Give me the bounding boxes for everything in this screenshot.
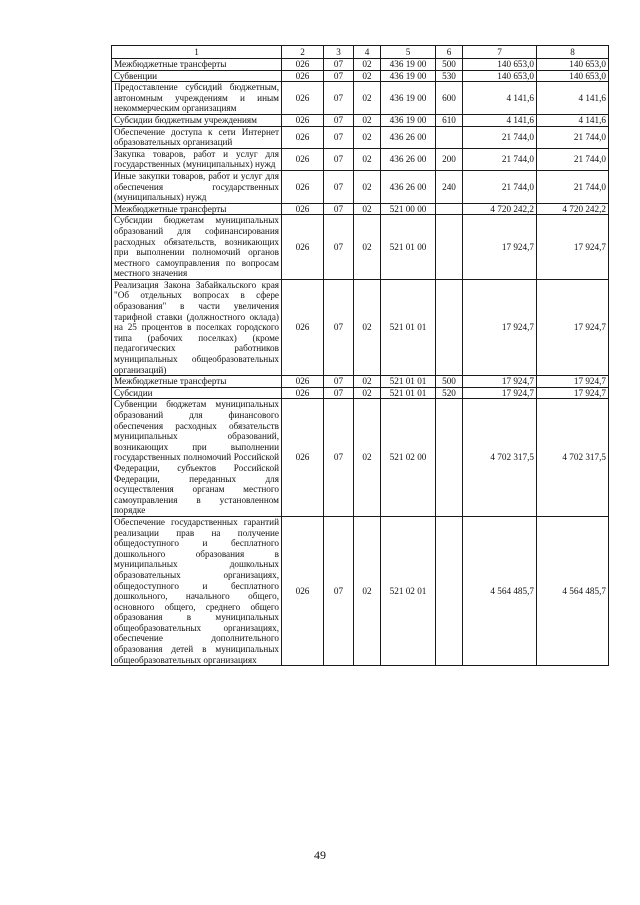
target-article-cell: 521 01 01 (381, 279, 436, 375)
section-code-cell: 07 (324, 126, 354, 148)
expense-name-cell: Межбюджетные трансферты (112, 59, 282, 71)
expense-name-cell: Закупка товаров, работ и услуг для государственных (муниципальных) нужд (112, 148, 282, 170)
amount-cell-8: 21 744,0 (537, 126, 609, 148)
subsection-code-cell: 02 (354, 126, 381, 148)
section-code-cell: 07 (324, 70, 354, 82)
column-header: 4 (354, 46, 381, 59)
target-article-cell: 521 01 01 (381, 387, 436, 399)
column-header: 8 (537, 46, 609, 59)
subsection-code-cell: 02 (354, 376, 381, 388)
subsection-code-cell: 02 (354, 203, 381, 215)
amount-cell-8: 4 564 485,7 (537, 516, 609, 665)
amount-cell-7: 17 924,7 (463, 376, 537, 388)
target-article-cell: 521 01 00 (381, 215, 436, 280)
subsection-code-cell: 02 (354, 387, 381, 399)
amount-cell-7: 4 720 242,2 (463, 203, 537, 215)
ministry-code-cell: 026 (282, 376, 324, 388)
ministry-code-cell: 026 (282, 59, 324, 71)
target-article-cell: 436 19 00 (381, 82, 436, 115)
expense-name-cell: Реализация Закона Забайкальского края "Об отдельных вопросах в сфере образования" в части увеличения тарифной ставки (должностного оклада) на 25 процентов в поселках городского типа (рабочих поселках) (кроме педагогических работников муниципальных общеобразовательных организаций) (112, 279, 282, 375)
amount-cell-8: 17 924,7 (537, 215, 609, 280)
expense-type-cell: 240 (436, 170, 463, 203)
ministry-code-cell: 026 (282, 516, 324, 665)
amount-cell-7: 4 141,6 (463, 82, 537, 115)
table-body (112, 59, 609, 666)
amount-cell-7: 140 653,0 (463, 59, 537, 71)
table-row (112, 82, 609, 115)
amount-cell-8: 17 924,7 (537, 279, 609, 375)
expense-name-cell: Обеспечение государственных гарантий реализации прав на получение общедоступного и бесплатного дошкольного образования в муниципальных дошкольных образовательных организациях, общедоступного и бесплатного дошкольного, начального общего, основного общего, среднего общего образования в муниципальных общеобразовательных организациях, обеспечение дополнительного образования детей в муниципальных общеобразовательных организациях (112, 516, 282, 665)
expense-type-cell (436, 126, 463, 148)
section-code-cell: 07 (324, 516, 354, 665)
table-row (112, 387, 609, 399)
ministry-code-cell: 026 (282, 387, 324, 399)
subsection-code-cell: 02 (354, 215, 381, 280)
table-row (112, 70, 609, 82)
subsection-code-cell: 02 (354, 70, 381, 82)
target-article-cell: 521 00 00 (381, 203, 436, 215)
amount-cell-8: 17 924,7 (537, 387, 609, 399)
ministry-code-cell: 026 (282, 203, 324, 215)
expense-name-cell: Субсидии (112, 387, 282, 399)
target-article-cell: 436 19 00 (381, 114, 436, 126)
ministry-code-cell: 026 (282, 70, 324, 82)
section-code-cell: 07 (324, 387, 354, 399)
expense-type-cell: 600 (436, 82, 463, 115)
expense-type-cell: 500 (436, 59, 463, 71)
ministry-code-cell: 026 (282, 279, 324, 375)
column-header: 1 (112, 46, 282, 59)
expense-type-cell: 500 (436, 376, 463, 388)
expense-type-cell: 200 (436, 148, 463, 170)
ministry-code-cell: 026 (282, 114, 324, 126)
amount-cell-8: 17 924,7 (537, 376, 609, 388)
target-article-cell: 521 01 01 (381, 376, 436, 388)
section-code-cell: 07 (324, 203, 354, 215)
section-code-cell: 07 (324, 399, 354, 517)
expense-name-cell: Обеспечение доступа к сети Интернет образовательных организаций (112, 126, 282, 148)
table-row (112, 399, 609, 517)
table-row (112, 126, 609, 148)
expense-type-cell (436, 203, 463, 215)
amount-cell-7: 4 141,6 (463, 114, 537, 126)
target-article-cell: 436 19 00 (381, 70, 436, 82)
header-row (112, 46, 609, 59)
section-code-cell: 07 (324, 215, 354, 280)
expense-type-cell (436, 279, 463, 375)
table-row (112, 279, 609, 375)
amount-cell-8: 4 141,6 (537, 82, 609, 115)
amount-cell-8: 140 653,0 (537, 70, 609, 82)
table-row (112, 114, 609, 126)
amount-cell-7: 21 744,0 (463, 126, 537, 148)
expense-type-cell (436, 399, 463, 517)
page-number: 49 (314, 848, 326, 862)
subsection-code-cell: 02 (354, 148, 381, 170)
amount-cell-7: 17 924,7 (463, 279, 537, 375)
amount-cell-8: 4 702 317,5 (537, 399, 609, 517)
ministry-code-cell: 026 (282, 215, 324, 280)
column-header: 6 (436, 46, 463, 59)
amount-cell-7: 21 744,0 (463, 148, 537, 170)
section-code-cell: 07 (324, 376, 354, 388)
expense-type-cell: 610 (436, 114, 463, 126)
expense-name-cell: Межбюджетные трансферты (112, 203, 282, 215)
section-code-cell: 07 (324, 82, 354, 115)
column-header: 3 (324, 46, 354, 59)
table-row (112, 148, 609, 170)
expense-name-cell: Субвенции бюджетам муниципальных образований для финансового обеспечения расходных обязательств муниципальных образований, возникающих при выполнении государственных полномочий Российской Федерации, субъектов Российской Федерации, переданных для осуществления органам местного самоуправления в установленном порядке (112, 399, 282, 517)
expense-type-cell: 520 (436, 387, 463, 399)
ministry-code-cell: 026 (282, 148, 324, 170)
section-code-cell: 07 (324, 170, 354, 203)
table-row (112, 516, 609, 665)
table-row (112, 170, 609, 203)
subsection-code-cell: 02 (354, 399, 381, 517)
target-article-cell: 436 26 00 (381, 148, 436, 170)
ministry-code-cell: 026 (282, 126, 324, 148)
budget-table (111, 45, 609, 666)
subsection-code-cell: 02 (354, 82, 381, 115)
section-code-cell: 07 (324, 114, 354, 126)
ministry-code-cell: 026 (282, 399, 324, 517)
amount-cell-7: 17 924,7 (463, 387, 537, 399)
amount-cell-8: 21 744,0 (537, 148, 609, 170)
section-code-cell: 07 (324, 148, 354, 170)
amount-cell-7: 4 702 317,5 (463, 399, 537, 517)
subsection-code-cell: 02 (354, 59, 381, 71)
amount-cell-7: 17 924,7 (463, 215, 537, 280)
expense-name-cell: Межбюджетные трансферты (112, 376, 282, 388)
column-header: 5 (381, 46, 436, 59)
amount-cell-8: 140 653,0 (537, 59, 609, 71)
amount-cell-7: 140 653,0 (463, 70, 537, 82)
expense-name-cell: Субсидии бюджетам муниципальных образований для софинансирования расходных обязательств, возникающих при выполнении полномочий органов местного самоуправления по вопросам местного значения (112, 215, 282, 280)
table-row (112, 215, 609, 280)
target-article-cell: 436 26 00 (381, 126, 436, 148)
section-code-cell: 07 (324, 279, 354, 375)
column-header: 7 (463, 46, 537, 59)
expense-name-cell: Субвенции (112, 70, 282, 82)
amount-cell-8: 21 744,0 (537, 170, 609, 203)
subsection-code-cell: 02 (354, 114, 381, 126)
table-row (112, 59, 609, 71)
section-code-cell: 07 (324, 59, 354, 71)
subsection-code-cell: 02 (354, 170, 381, 203)
amount-cell-8: 4 141,6 (537, 114, 609, 126)
target-article-cell: 436 19 00 (381, 59, 436, 71)
subsection-code-cell: 02 (354, 279, 381, 375)
target-article-cell: 521 02 00 (381, 399, 436, 517)
expense-name-cell: Предоставление субсидий бюджетным, автономным учреждениям и иным некоммерческим организациям (112, 82, 282, 115)
table-row (112, 376, 609, 388)
expense-name-cell: Иные закупки товаров, работ и услуг для обеспечения государственных (муниципальных) нужд (112, 170, 282, 203)
target-article-cell: 521 02 01 (381, 516, 436, 665)
expense-type-cell (436, 516, 463, 665)
expense-name-cell: Субсидии бюджетным учреждениям (112, 114, 282, 126)
amount-cell-8: 4 720 242,2 (537, 203, 609, 215)
ministry-code-cell: 026 (282, 82, 324, 115)
amount-cell-7: 21 744,0 (463, 170, 537, 203)
amount-cell-7: 4 564 485,7 (463, 516, 537, 665)
subsection-code-cell: 02 (354, 516, 381, 665)
ministry-code-cell: 026 (282, 170, 324, 203)
expense-type-cell: 530 (436, 70, 463, 82)
column-header: 2 (282, 46, 324, 59)
expense-type-cell (436, 215, 463, 280)
target-article-cell: 436 26 00 (381, 170, 436, 203)
table-row (112, 203, 609, 215)
